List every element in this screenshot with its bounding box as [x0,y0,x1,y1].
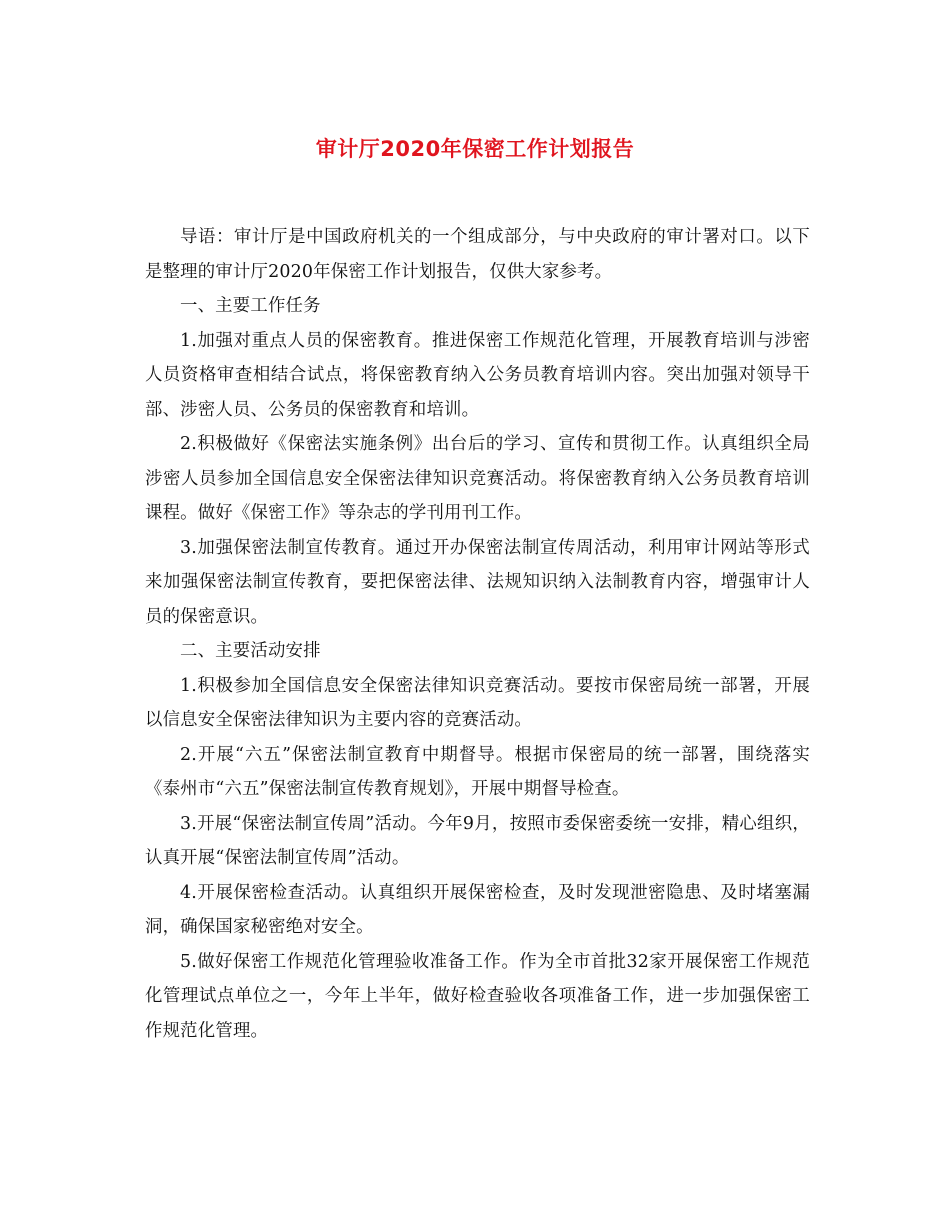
document-title: 审计厅2020年保密工作计划报告 [315,137,635,161]
activity-item-5: 5.做好保密工作规范化管理验收准备工作。作为全市首批32家开展保密工作规范化管理试点单位之一，今年上半年，做好检查验收各项准备工作，进一步加强保密工作规范化管理。 [145,951,810,1041]
activity-item-2: 2.开展“六五”保密法制宣教育中期督导。根据市保密局的统一部署，围绕落实《泰州市“六五”保密法制宣传教育规划》，开展中期督导检查。 [145,744,810,799]
document-body [145,220,810,1048]
section-heading-main-tasks: 一、主要工作任务 [180,296,321,316]
activity-item-4: 4.开展保密检查活动。认真组织开展保密检查，及时发现泄密隐患、及时堵塞漏洞，确保国家秘密绝对安全。 [145,882,810,937]
intro-paragraph: 导语：审计厅是中国政府机关的一个组成部分，与中央政府的审计署对口。以下是整理的审计厅2020年保密工作计划报告，仅供大家参考。 [145,227,810,282]
activity-item-1: 1.积极参加全国信息安全保密法律知识竞赛活动。要按市保密局统一部署，开展以信息安全保密法律知识为主要内容的竞赛活动。 [145,675,810,730]
task-item-3: 3.加强保密法制宣传教育。通过开办保密法制宣传周活动，利用审计网站等形式来加强保密法制宣传教育，要把保密法律、法规知识纳入法制教育内容，增强审计人员的保密意识。 [145,537,810,627]
task-item-1: 1.加强对重点人员的保密教育。推进保密工作规范化管理，开展教育培训与涉密人员资格审查相结合试点，将保密教育纳入公务员教育培训内容。突出加强对领导干部、涉密人员、公务员的保密教育和培训。 [145,330,810,420]
activity-item-3: 3.开展“保密法制宣传周”活动。今年9月，按照市委保密委统一安排，精心组织，认真开展“保密法制宣传周”活动。 [145,813,810,868]
section-heading-activities: 二、主要活动安排 [180,641,321,661]
task-item-2: 2.积极做好《保密法实施条例》出台后的学习、宣传和贯彻工作。认真组织全局涉密人员参加全国信息安全保密法律知识竞赛活动。将保密教育纳入公务员教育培训课程。做好《保密工作》等杂志的学刊用刊工作。 [145,434,810,523]
